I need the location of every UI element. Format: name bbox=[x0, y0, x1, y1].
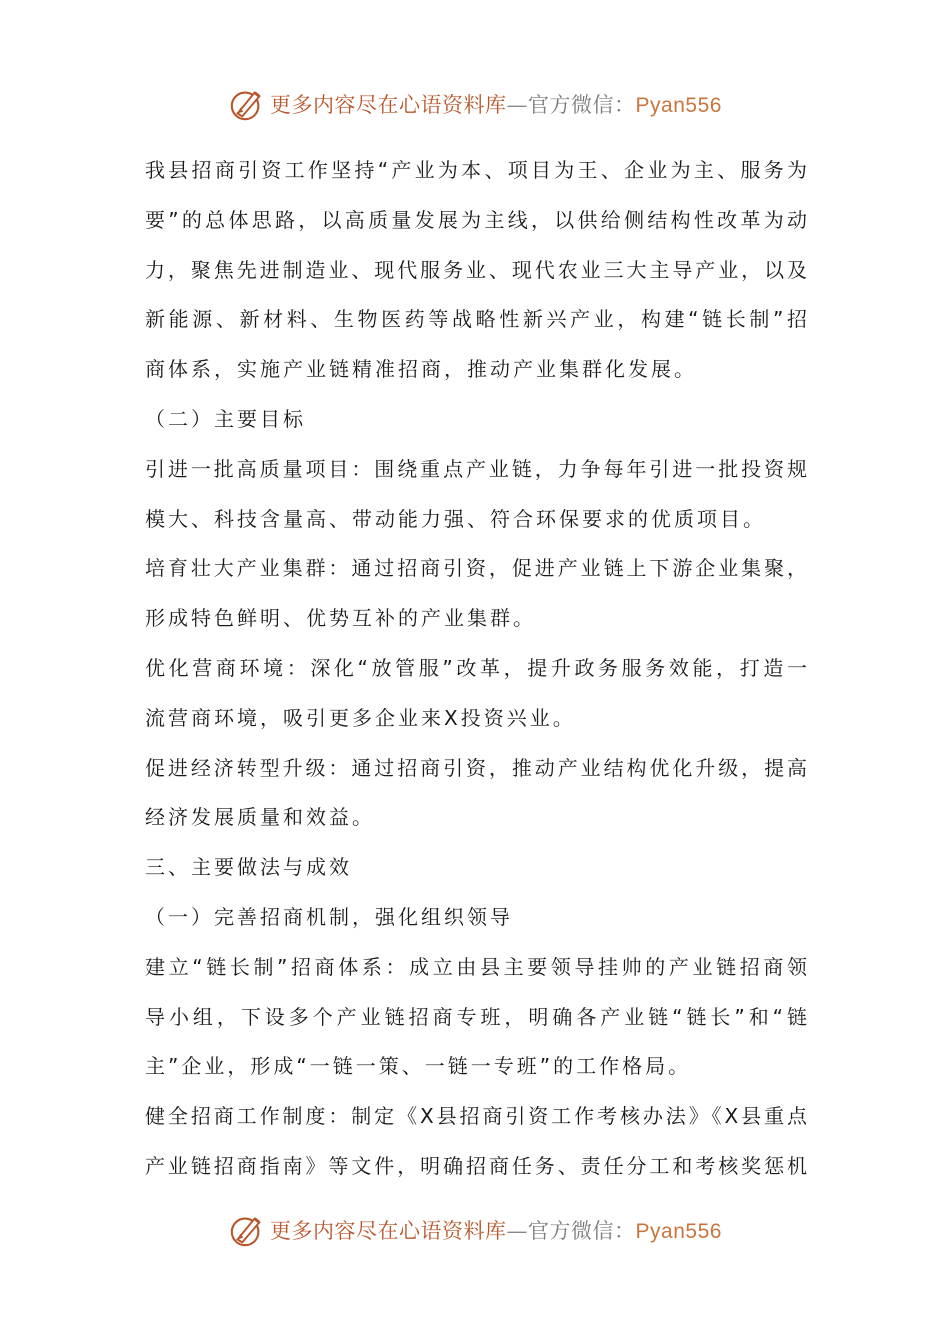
text-line: 流营商环境，吸引更多企业来X投资兴业。 bbox=[145, 705, 576, 730]
banner-wechat-label: 官方微信： bbox=[528, 93, 636, 117]
pen-logo-icon bbox=[228, 1211, 266, 1249]
text-line: 新能源、新材料、生物医药等战略性新兴产业，构建“链长制”招 bbox=[145, 307, 807, 332]
text-line: 要”的总体思路，以高质量发展为主线，以供给侧结构性改革为动 bbox=[145, 207, 807, 232]
text-line: 促进经济转型升级：通过招商引资，推动产业结构优化升级，提高 bbox=[145, 755, 807, 780]
text-line: 商体系，实施产业链精准招商，推动产业集群化发展。 bbox=[145, 357, 697, 382]
text-line: 建立“链长制”招商体系：成立由县主要领导挂帅的产业链招商领 bbox=[145, 954, 807, 979]
banner-separator: — bbox=[506, 1219, 529, 1243]
header-banner bbox=[0, 84, 950, 124]
text-line: 模大、科技含量高、带动能力强、符合环保要求的优质项目。 bbox=[145, 506, 766, 531]
banner-text bbox=[270, 1215, 722, 1245]
text-line: 产业链招商指南》等文件，明确招商任务、责任分工和考核奖惩机 bbox=[145, 1153, 807, 1178]
text-line: 力，聚焦先进制造业、现代服务业、现代农业三大主导产业，以及 bbox=[145, 257, 807, 282]
text-line: 引进一批高质量项目：围绕重点产业链，力争每年引进一批投资规 bbox=[145, 456, 807, 481]
text-line: （二）主要目标 bbox=[145, 406, 306, 431]
banner-main-text: 更多内容尽在心语资料库 bbox=[270, 1219, 507, 1243]
document-body bbox=[145, 146, 807, 1192]
text-line: 三、主要做法与成效 bbox=[145, 855, 352, 880]
text-line: 主”企业，形成“一链一策、一链一专班”的工作格局。 bbox=[145, 1054, 692, 1079]
banner-wechat-id: Pyan556 bbox=[635, 1220, 722, 1243]
banner-wechat-label: 官方微信： bbox=[528, 1219, 636, 1243]
text-line: 形成特色鲜明、优势互补的产业集群。 bbox=[145, 606, 536, 631]
text-line: 经济发展质量和效益。 bbox=[145, 805, 375, 830]
text-line: 健全招商工作制度：制定《X县招商引资工作考核办法》《X县重点 bbox=[145, 1104, 807, 1129]
text-line: （一）完善招商机制，强化组织领导 bbox=[145, 904, 513, 929]
banner-main-text: 更多内容尽在心语资料库 bbox=[270, 93, 507, 117]
pen-logo-icon bbox=[228, 85, 266, 123]
footer-banner bbox=[0, 1210, 950, 1250]
text-line: 培育壮大产业集群：通过招商引资，促进产业链上下游企业集聚， bbox=[145, 556, 807, 581]
banner-separator: — bbox=[506, 93, 529, 117]
banner-wechat-id: Pyan556 bbox=[635, 94, 722, 117]
banner-text bbox=[270, 89, 722, 119]
text-line: 优化营商环境：深化“放管服”改革，提升政务服务效能，打造一 bbox=[145, 655, 807, 680]
text-line: 我县招商引资工作坚持“产业为本、项目为王、企业为主、服务为 bbox=[145, 158, 807, 182]
text-line: 导小组，下设多个产业链招商专班，明确各产业链“链长”和“链 bbox=[145, 1004, 807, 1029]
